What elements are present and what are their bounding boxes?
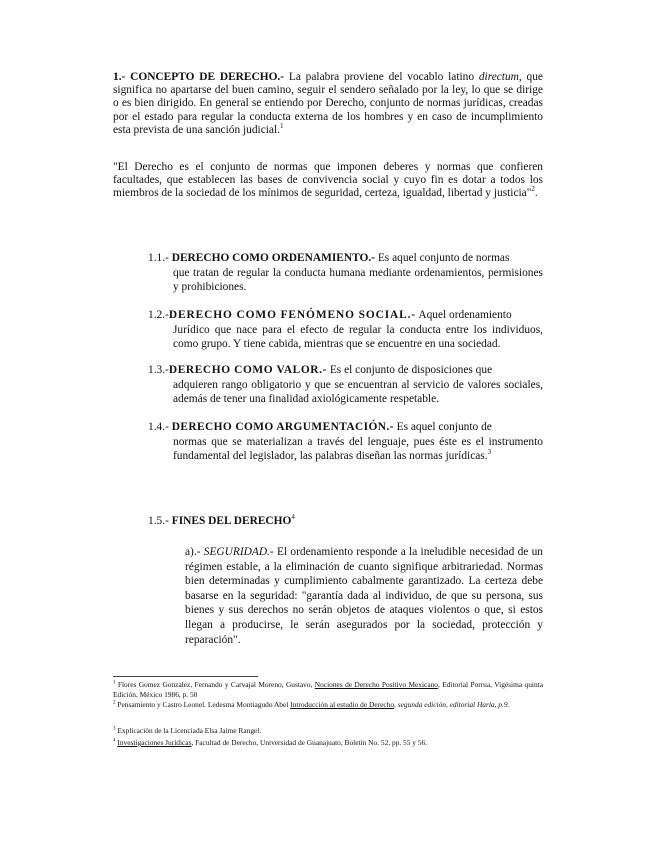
subsection-title: FINES DEL DERECHO: [171, 515, 292, 527]
footnote-separator: [113, 676, 258, 677]
subsection-number: 1.2.-: [148, 309, 169, 321]
subsection-text-head: Es aquel conjunto de: [393, 421, 492, 433]
subsection-1-4-body: [148, 435, 543, 464]
footnote-ref-3[interactable]: 3: [487, 448, 492, 457]
subsection-number: 1.1.-: [148, 252, 172, 264]
footnote-4: [113, 738, 543, 748]
subsection-1-5-head: [148, 514, 543, 529]
subsection-1-2: [148, 308, 543, 352]
subsection-1-1-head: [148, 251, 543, 266]
subsection-title: DERECHO COMO FENÓMENO SOCIAL.-: [168, 309, 417, 321]
subsection-number: 1.3.-: [148, 364, 169, 376]
subsection-number: 1.5.-: [148, 515, 172, 527]
section-1-text-a: La palabra proviene del vocablo latino: [284, 71, 479, 83]
seguridad-paragraph: [185, 545, 543, 647]
subsection-title: DERECHO COMO ORDENAMIENTO.-: [171, 252, 375, 264]
subsection-1-4: [148, 420, 543, 464]
subsection-text-body: adquieren rango obligatorio y que se encuentran al servicio de valores sociales, además de tener una finalidad axiológicamente respetable.: [173, 378, 543, 406]
quote-end: .: [534, 187, 538, 200]
footnote-ref-2[interactable]: 2: [531, 185, 535, 194]
subsection-text-body: normas que se materializan a través del lenguaje, pues éste es el instrumento fundamental del legislador, las palabras diseñan las normas jurídicas.: [173, 435, 543, 463]
subsection-title: DERECHO COMO ARGUMENTACIÓN.-: [171, 421, 394, 433]
footnote-number: 3: [113, 726, 116, 732]
subsection-text-body: Jurídico que nace para el efecto de regular la conducta entre los individuos, como grupo. Y tiene cabida, mientras que se encuentre en una sociedad.: [173, 323, 543, 351]
footnote-2: [113, 700, 543, 710]
footnote-3: [113, 726, 543, 736]
subsection-1-3: [148, 363, 543, 407]
subsection-number: 1.4.-: [148, 421, 172, 433]
subsection-text-head: Es el conjunto de disposiciones que: [326, 364, 493, 376]
subsection-text-head: Es aquel conjunto de normas: [374, 252, 510, 264]
footnote-title: Introducción al estudio de Derecho: [290, 700, 395, 709]
footnote-number: 1: [113, 680, 116, 686]
footnote-text: Explicación de la Licenciada Elsa Jaime Rangel.: [117, 726, 262, 735]
footnote-text-end: , Facultad de Derecho, Universidad de Guanajuato, Boletín No. 52, pp. 55 y 56.: [191, 738, 428, 747]
footnote-number: 2: [113, 700, 116, 706]
footnote-text-end: , segunda edición, editorial Harla, p.9.: [394, 700, 510, 709]
footnote-1: [113, 680, 543, 699]
section-1-heading: 1.- CONCEPTO DE DERECHO.-: [113, 71, 285, 83]
section-1-paragraph: [113, 71, 543, 137]
footnote-ref-4[interactable]: 4: [291, 513, 295, 522]
section-1-text-b: , que significa no apartarse del buen camino, seguir el sendero señalado por la ley, lo que se dirige o es bien dirigido. En general se entiendo por Derecho, conjunto de normas jurídicas, creadas por el estado para regular la conducta externa de los hombres y en caso de incumplimiento esta prevista de una sanción judicial.: [113, 71, 543, 136]
subsection-1-4-head: [148, 420, 543, 435]
footnote-title: Investigaciones Jurídicas: [117, 738, 192, 747]
footnote-text: Pensamiento y Castro Leonel. Ledesma Montiagudo Abel: [117, 700, 291, 709]
seguridad-title: SEGURIDAD.-: [203, 546, 274, 558]
subsection-1-2-head: [148, 308, 543, 323]
subsection-1-1: [148, 251, 543, 295]
seguridad-text: El ordenamiento responde a la ineludible necesidad de un régimen estable, a la eliminación de cuanto signifique arbitrariedad. Normas bien determinadas y cumplimiento cabalmente garantizado. La certeza debe basarse en la seguridad: "garantía dada al individuo, de que su persona, sus bienes y sus derechos no serán objetos de ataques violentos o que, si estos llegan a producirse, le serán asegurados por la sociedad, protección y reparación".: [185, 546, 543, 646]
subsection-text-head: Aquel ordenamiento: [416, 309, 512, 321]
footnote-ref-1[interactable]: 1: [280, 122, 284, 131]
footnote-title: Nociones de Derecho Positivo Mexicano: [314, 680, 438, 689]
subsection-1-3-head: [148, 363, 543, 378]
footnote-number: 4: [113, 738, 116, 744]
subsection-1-5: [148, 514, 543, 529]
seguridad-prefix: a).-: [185, 546, 204, 558]
quote-text: "El Derecho es el conjunto de normas que imponen deberes y normas que confieren facultades, que establecen las bases de convivencia social y cuyo fin es dotar a todos los miembros de la sociedad de los mínimos de seguridad, certeza, igualdad, libertad y justicia": [113, 161, 543, 200]
subsection-text-body: que tratan de regular la conducta humana mediante ordenamientos, permisiones y prohibiciones.: [173, 266, 543, 294]
footnote-text: Flores Gomez Gonzalez, Fernando y Carvajal Moreno, Gustavo,: [117, 680, 315, 689]
section-1-italic-word: directum: [478, 71, 519, 83]
definition-quote: [113, 161, 543, 201]
footnote-text-end: , Editorial Porrua, Vigésima quinta Edición, México 1986, p. 50: [113, 680, 543, 699]
subsection-title: DERECHO COMO VALOR.-: [168, 364, 327, 376]
